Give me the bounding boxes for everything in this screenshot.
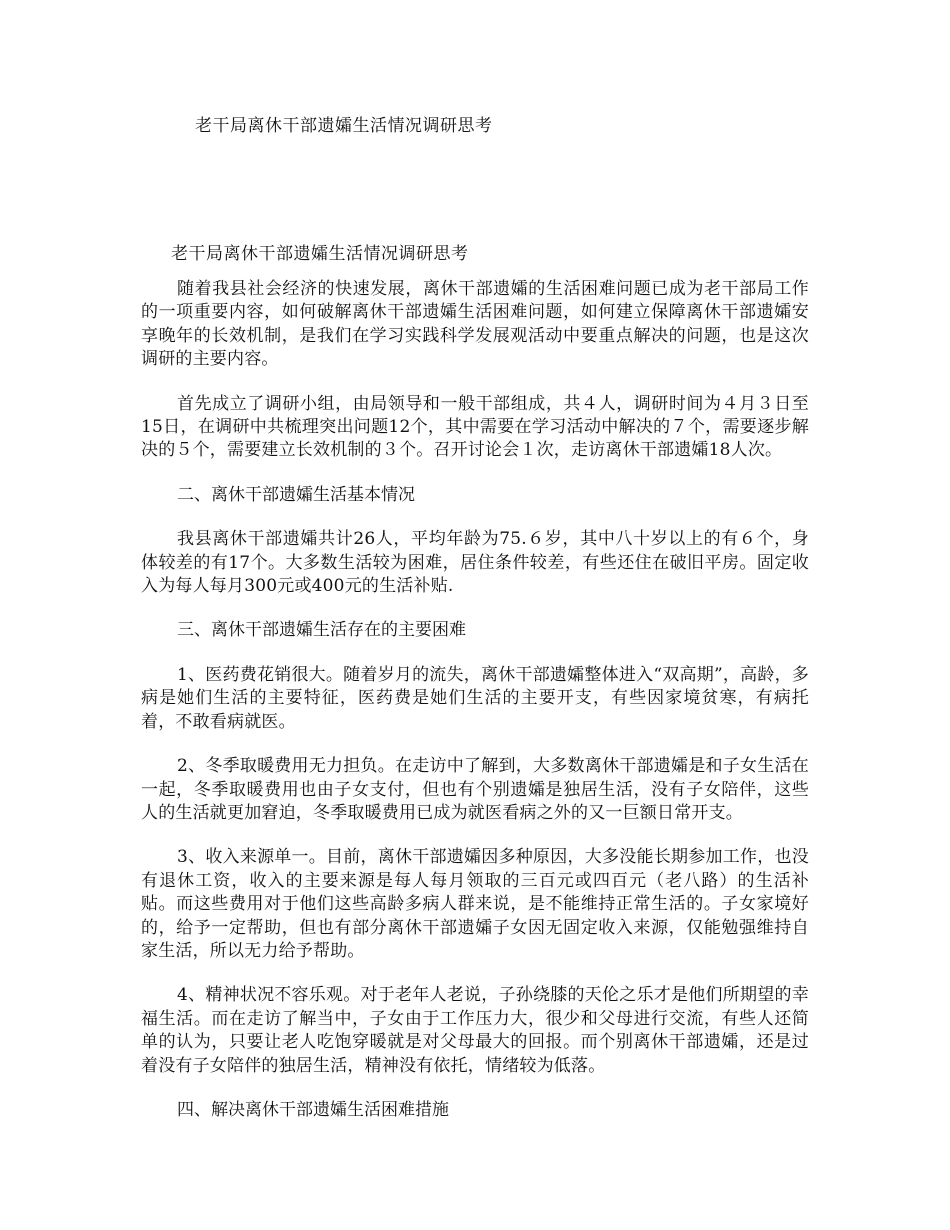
document-body [141, 242, 809, 1143]
section-heading-basic-situation: 二、离休干部遗孀生活基本情况 [177, 484, 415, 505]
paragraph-difficulty-income: 3、收入来源单一。目前，离休干部遗孀因多种原因，大多没能长期参加工作，也没有退休工资，收入的主要来源是每人每月领取的三百元或四百元（老八路）的生活补贴。而这些费用对于他们这些高龄多病人群来说，是不能维持正常生活的。子女家境好的，给予一定帮助，但也有部分离休干部遗孀子女因无固定收入来源，仅能勉强维持自家生活，所以无力给予帮助。 [141, 847, 809, 961]
paragraph-intro: 随着我县社会经济的快速发展，离休干部遗孀的生活困难问题已成为老干部局工作的一项重要内容，如何破解离休干部遗孀生活困难问题，如何建立保障离休干部遗孀安享晚年的长效机制，是我们在学习实践科学发展观活动中要重点解决的问题，也是这次调研的主要内容。 [141, 279, 809, 370]
page-header-title: 老干局离休干部遗孀生活情况调研思考 [195, 116, 493, 136]
section-heading-measures: 四、解决离休干部遗孀生活困难措施 [177, 1099, 449, 1120]
paragraph-difficulty-mental: 4、精神状况不容乐观。对于老年人老说，子孙绕膝的天伦之乐才是他们所期望的幸福生活。而在走访了解当中，子女由于工作压力大，很少和父母进行交流，有些人还简单的认为，只要让老人吃饱穿暖就是对父母最大的回报。而个别离休干部遗孀，还是过着没有子女陪伴的独居生活，精神没有依托，情绪较为低落。 [141, 985, 809, 1076]
paragraph-difficulty-heating: 2、冬季取暖费用无力担负。在走访中了解到，大多数离休干部遗孀是和子女生活在一起，冬季取暖费用也由子女支付，但也有个别遗孀是独居生活，没有子女陪伴，这些人的生活就更加窘迫，冬季取暖费用已成为就医看病之外的又一巨额日常开支。 [141, 756, 809, 823]
paragraph-difficulty-medical: 1、医药费花销很大。随着岁月的流失，离休干部遗孀整体进入“双高期”，高龄，多病是她们生活的主要特征，医药费是她们生活的主要开支，有些因家境贫寒，有病托着，不敢看病就医。 [141, 664, 809, 732]
paragraph-basic-situation: 我县离休干部遗孀共计26人，平均年龄为75.６岁，其中八十岁以上的有６个，身体较差的有17个。大多数生活较为困难，居住条件较差，有些还住在破旧平房。固定收入为每人每月300元或400元的生活补贴. [141, 529, 809, 597]
paragraph-research-group: 首先成立了调研小组，由局领导和一般干部组成，共４人，调研时间为４月３日至15日，在调研中共梳理突出问题12个，其中需要在学习活动中解决的７个，需要逐步解决的５个，需要建立长效机制的３个。召开讨论会１次，走访离休干部遗孀18人次。 [141, 393, 809, 461]
document-title: 老干局离休干部遗孀生活情况调研思考 [171, 244, 469, 264]
section-heading-main-difficulties: 三、离休干部遗孀生活存在的主要困难 [177, 620, 466, 641]
